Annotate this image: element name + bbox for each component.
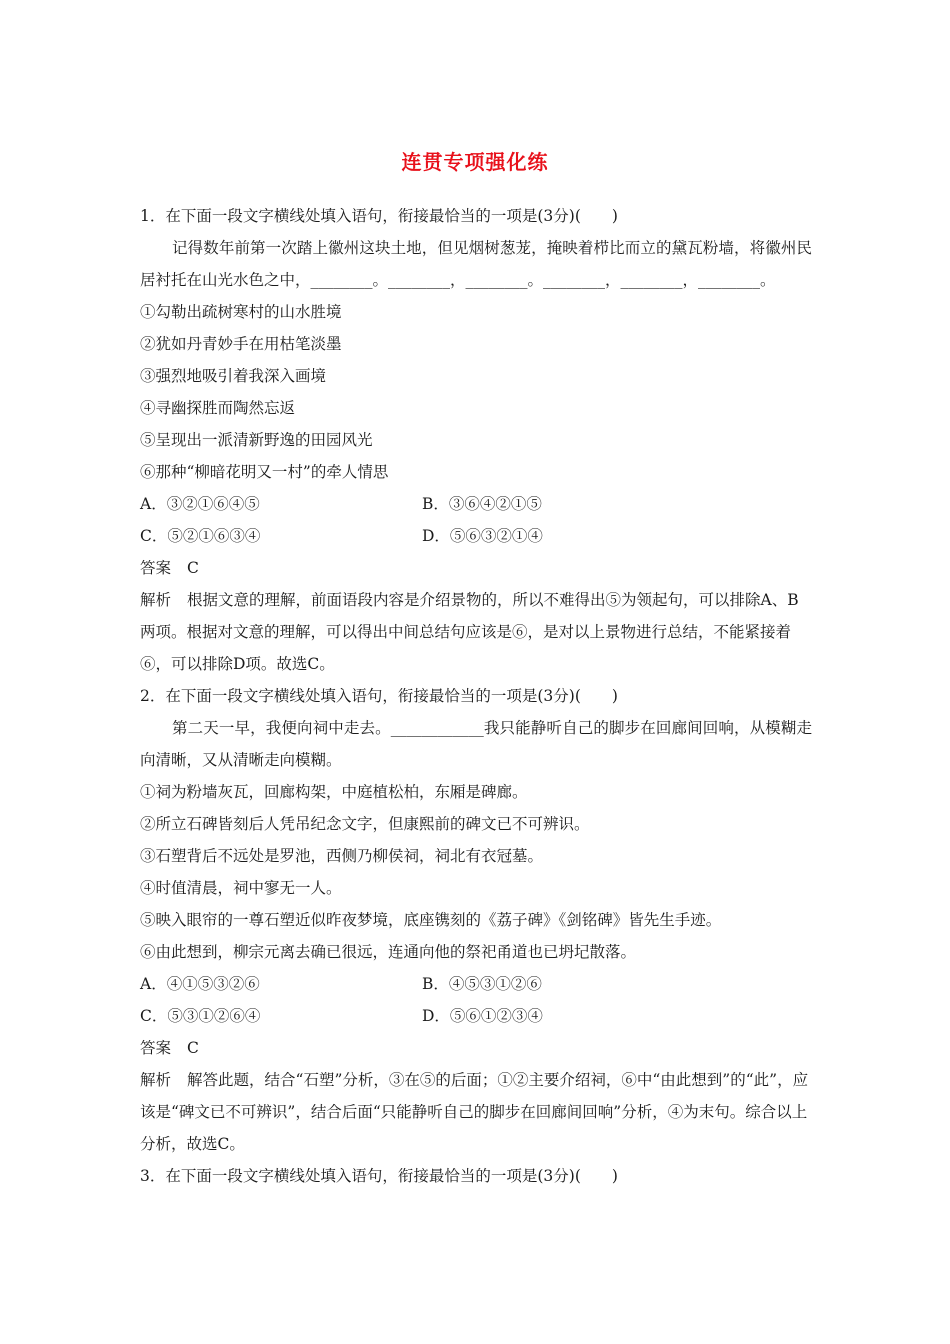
- answer-label: 答案: [140, 1039, 172, 1057]
- question-2-stem: 2．在下面一段文字横线处填入语句，衔接最恰当的一项是(3分)( ): [140, 687, 618, 705]
- question-2-item: ⑤映入眼帘的一尊石塑近似昨夜梦境，底座镌刻的《荔子碑》《剑铭碑》皆先生手迹。: [140, 911, 722, 929]
- option-d: D．⑤⑥③②①④: [422, 527, 543, 545]
- answer-value: C: [187, 1039, 199, 1057]
- question-1-passage: 记得数年前第一次踏上徽州这块土地，但见烟树葱茏，掩映着栉比而立的黛瓦粉墙，将徽州民居衬托在山光水色之中，________。________，________。________，________，________。: [140, 239, 812, 289]
- question-2-options-row-1: [140, 968, 812, 1000]
- question-2-options-row-2: [140, 1000, 812, 1032]
- question-1-options-row-2: [140, 520, 812, 552]
- question-1-item: ②犹如丹青妙手在用枯笔淡墨: [140, 335, 342, 353]
- answer-label: 答案: [140, 559, 172, 577]
- page-title: 连贯专项强化练: [401, 150, 549, 174]
- question-2-answer: [140, 1032, 812, 1064]
- question-1-analysis: [140, 584, 812, 680]
- analysis-text: 根据文意的理解，前面语段内容是介绍景物的，所以不难得出⑤为领起句，可以排除A、B两项。根据对文意的理解，可以得出中间总结句应该是⑥，是对以上景物进行总结，不能紧接着⑥，可以排除D项。故选C。: [140, 591, 799, 673]
- question-1-item: ⑤呈现出一派清新野逸的田园风光: [140, 431, 373, 449]
- question-2-item: ④时值清晨，祠中寥无一人。: [140, 879, 342, 897]
- question-2-item: ⑥由此想到，柳宗元离去确已很远，连通向他的祭祀甬道也已坍圮散落。: [140, 943, 637, 961]
- question-2-analysis: [140, 1064, 812, 1160]
- question-1-item: ③强烈地吸引着我深入画境: [140, 367, 327, 385]
- question-3-stem: 3．在下面一段文字横线处填入语句，衔接最恰当的一项是(3分)( ): [140, 1167, 618, 1185]
- option-d: D．⑤⑥①②③④: [422, 1007, 543, 1025]
- option-c: C．⑤②①⑥③④: [140, 527, 261, 545]
- answer-value: C: [187, 559, 199, 577]
- question-1-item: ④寻幽探胜而陶然忘返: [140, 399, 296, 417]
- question-1-item: ⑥那种“柳暗花明又一村”的牵人情思: [140, 463, 389, 481]
- option-a: A．④①⑤③②⑥: [140, 975, 260, 993]
- question-1-answer: [140, 552, 812, 584]
- question-2-passage: 第二天一早，我便向祠中走去。____________我只能静听自己的脚步在回廊间回响，从模糊走向清晰，又从清晰走向模糊。: [140, 719, 812, 769]
- document-body: [140, 200, 812, 1192]
- option-c: C．⑤③①②⑥④: [140, 1007, 261, 1025]
- question-2-item: ②所立石碑皆刻后人凭吊纪念文字，但康熙前的碑文已不可辨识。: [140, 815, 590, 833]
- question-1-options-row-1: [140, 488, 812, 520]
- question-2-item: ③石塑背后不远处是罗池，西侧乃柳侯祠，祠北有衣冠墓。: [140, 847, 544, 865]
- question-1-item: ①勾勒出疏树寒村的山水胜境: [140, 303, 342, 321]
- option-b: B．④⑤③①②⑥: [422, 975, 542, 993]
- question-2-item: ①祠为粉墙灰瓦，回廊构架，中庭植松柏，东厢是碑廊。: [140, 783, 528, 801]
- analysis-label: 解析: [140, 1071, 172, 1089]
- analysis-label: 解析: [140, 591, 172, 609]
- option-a: A．③②①⑥④⑤: [140, 495, 260, 513]
- question-1-stem: 1．在下面一段文字横线处填入语句，衔接最恰当的一项是(3分)( ): [140, 207, 618, 225]
- option-b: B．③⑥④②①⑤: [422, 495, 542, 513]
- analysis-text: 解答此题，结合“石塑”分析，③在⑤的后面；①②主要介绍祠，⑥中“由此想到”的“此”，应该是“碑文已不可辨识”，结合后面“只能静听自己的脚步在回廊间回响”分析，④为末句。综合以上分析，故选C。: [140, 1071, 809, 1153]
